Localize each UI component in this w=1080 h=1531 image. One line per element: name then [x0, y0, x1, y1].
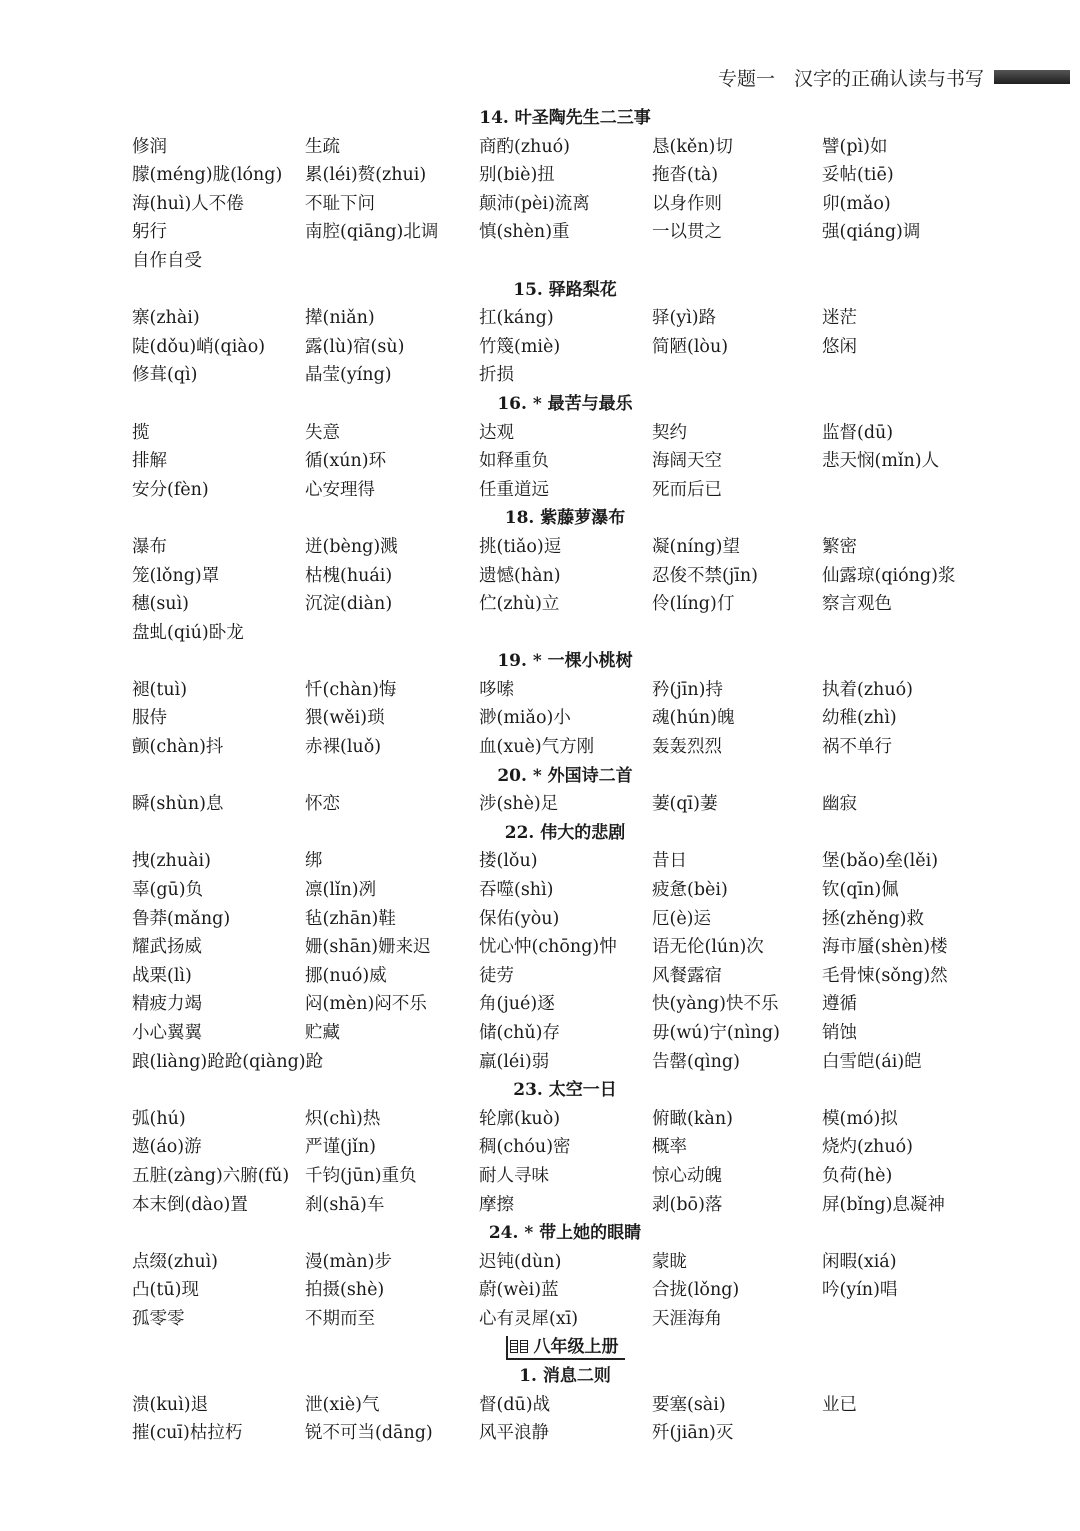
- vocab-word: 厄(è)运: [652, 908, 712, 929]
- vocab-word: 如释重负: [479, 451, 549, 472]
- vocab-word: 摧(cuī)枯拉朽: [132, 1423, 243, 1444]
- header-title: 专题一 汉字的正确认读与书写: [717, 67, 984, 90]
- vocab-word: 告罄(qìng): [652, 1051, 740, 1072]
- vocab-word: 漫(màn)步: [305, 1251, 392, 1272]
- vocab-word: 小心翼翼: [132, 1023, 202, 1043]
- vocab-word: 慎(shèn)重: [479, 222, 570, 243]
- vocab-word: 蔚(wèi)蓝: [479, 1280, 559, 1301]
- vocab-word: 羸(léi)弱: [479, 1051, 550, 1072]
- vocab-word: 挪(nuó)威: [305, 965, 387, 986]
- word-row: [0, 790, 1080, 819]
- vocab-word: 笼(lǒng)罩: [132, 565, 220, 586]
- vocab-word: 悲天悯(mǐn)人: [822, 451, 940, 472]
- vocab-word: 督(dū)战: [479, 1394, 551, 1415]
- vocab-word: 伶(líng)仃: [652, 594, 735, 615]
- vocab-word: 销蚀: [822, 1023, 857, 1043]
- word-row: [0, 218, 1080, 247]
- word-row: [0, 704, 1080, 733]
- vocab-word: 哆嗦: [479, 679, 514, 700]
- section-title: 1. 消息二则: [519, 1366, 611, 1387]
- word-row: [0, 1419, 1080, 1448]
- vocab-word: 褪(tuì): [132, 679, 188, 700]
- vocab-word: 海市蜃(shèn)楼: [822, 937, 948, 958]
- word-row: [0, 533, 1080, 562]
- vocab-word: 矜(jīn)持: [652, 679, 723, 700]
- vocab-word: 挑(tiǎo)逗: [479, 536, 562, 557]
- vocab-word: 负荷(hè): [822, 1165, 893, 1186]
- vocab-word: 贮藏: [305, 1023, 340, 1043]
- word-row: [0, 619, 1080, 648]
- word-row: [0, 1276, 1080, 1305]
- vocab-word: 吟(yín)唱: [822, 1280, 898, 1301]
- vocab-word: 绑: [305, 851, 323, 872]
- vocab-word: 五脏(zàng)六腑(fǔ): [132, 1165, 290, 1186]
- vocab-word: 海阔天空: [652, 451, 722, 472]
- word-row: [0, 962, 1080, 991]
- vocab-word: 生疏: [305, 136, 340, 157]
- word-row: [0, 933, 1080, 962]
- vocab-word: 血(xuè)气方刚: [479, 737, 595, 758]
- vocab-word: 祸不单行: [822, 737, 892, 758]
- vocab-word: 辜(gū)负: [132, 880, 204, 901]
- vocab-word: 服侍: [132, 708, 167, 729]
- vocab-word: 任重道远: [479, 479, 549, 500]
- word-row: [0, 361, 1080, 390]
- word-row: [0, 247, 1080, 276]
- vocab-word: 遗憾(hàn): [479, 565, 561, 586]
- vocab-word: 严谨(jǐn): [305, 1137, 376, 1158]
- vocab-word: 商酌(zhuó): [479, 136, 570, 157]
- vocab-word: 昔日: [652, 851, 687, 872]
- vocab-word: 执着(zhuó): [822, 679, 913, 700]
- vocab-word: 点缀(zhuì): [132, 1251, 219, 1272]
- grade-heading-box: [506, 1336, 625, 1360]
- vocab-word: 迸(bèng)溅: [305, 536, 398, 557]
- vocab-word: 怀恋: [305, 794, 340, 815]
- word-row: [0, 447, 1080, 476]
- vocab-word: 寨(zhài): [132, 308, 200, 329]
- vocab-word: 风平浪静: [479, 1423, 549, 1444]
- vocab-word: 枯槐(huái): [305, 565, 393, 586]
- vocab-word: 迟钝(dùn): [479, 1251, 562, 1272]
- vocab-word: 业已: [822, 1394, 857, 1415]
- vocab-word: 渺(miǎo)小: [479, 708, 571, 729]
- vocab-word: 溃(kuì)退: [132, 1394, 209, 1415]
- vocab-word: 撵(niǎn): [305, 308, 375, 329]
- vocab-word: 剥(bō)落: [652, 1194, 723, 1215]
- vocab-word: 搂(lǒu): [479, 851, 538, 872]
- vocab-word: 陡(dǒu)峭(qiào): [132, 336, 266, 357]
- vocab-word: 拽(zhuài): [132, 851, 211, 872]
- vocab-word: 恳(kěn)切: [652, 136, 733, 157]
- vocab-word: 赤裸(luǒ): [305, 737, 382, 758]
- vocab-word: 轰轰烈烈: [652, 737, 722, 758]
- vocab-word: 察言观色: [822, 594, 892, 615]
- word-row: [0, 990, 1080, 1019]
- word-row: [0, 304, 1080, 333]
- vocab-word: 凸(tū)现: [132, 1280, 199, 1301]
- vocab-word: 颠沛(pèi)流离: [479, 193, 590, 214]
- vocab-word: 稠(chóu)密: [479, 1137, 571, 1158]
- vocab-word: 心有灵犀(xī): [479, 1308, 579, 1329]
- vocab-word: 累(léi)赘(zhui): [305, 165, 427, 186]
- vocab-word: 闷(mèn)闷不乐: [305, 994, 427, 1015]
- vocab-word: 繁密: [822, 536, 857, 557]
- vocab-word: 卯(mǎo): [822, 193, 891, 214]
- word-row: [0, 476, 1080, 505]
- vocab-word: 角(jué)逐: [479, 994, 555, 1015]
- vocab-word: 魂(hún)魄: [652, 708, 735, 729]
- vocab-word: 遨(áo)游: [132, 1137, 202, 1158]
- vocab-word: 天涯海角: [652, 1308, 722, 1329]
- word-row: [0, 190, 1080, 219]
- vocab-word: 妥帖(tiē): [822, 165, 894, 186]
- vocab-word: 泄(xiè)气: [305, 1394, 380, 1415]
- vocab-word: 摩擦: [479, 1194, 514, 1215]
- vocab-word: 姗(shān)姗来迟: [305, 937, 431, 958]
- vocab-word: 达观: [479, 422, 514, 443]
- word-row: [0, 1162, 1080, 1191]
- section-title: 20. * 外国诗二首: [497, 765, 633, 786]
- grade-heading: [0, 1334, 1080, 1363]
- vocab-word: 忧心忡(chōng)忡: [479, 937, 617, 958]
- word-row: [0, 905, 1080, 934]
- vocab-word: 强(qiáng)调: [822, 222, 921, 243]
- vocabulary-list: [0, 104, 1080, 1448]
- vocab-word: 概率: [652, 1137, 687, 1158]
- vocab-word: 耀武扬威: [132, 937, 202, 958]
- vocab-word: 穗(suì): [132, 594, 190, 615]
- vocab-word: 修葺(qì): [132, 365, 198, 386]
- vocab-word: 自作自受: [132, 250, 202, 271]
- vocab-word: 契约: [652, 422, 687, 443]
- vocab-word: 炽(chì)热: [305, 1108, 381, 1129]
- vocab-word: 别(biè)扭: [479, 165, 555, 186]
- vocab-word: 不耻下问: [305, 193, 375, 214]
- word-row: [0, 1248, 1080, 1277]
- word-row: [0, 419, 1080, 448]
- vocab-word: 语无伦(lún)次: [652, 937, 764, 958]
- word-row: [0, 676, 1080, 705]
- vocab-word: 瞬(shùn)息: [132, 794, 224, 815]
- vocab-word: 堡(bǎo)垒(lěi): [822, 851, 939, 872]
- vocab-word: 本末倒(dào)置: [132, 1194, 248, 1215]
- vocab-word: 修润: [132, 136, 167, 157]
- vocab-word: 快(yàng)快不乐: [652, 994, 779, 1015]
- vocab-word: 驿(yì)路: [652, 308, 717, 329]
- vocab-word: 竹篾(miè): [479, 336, 561, 357]
- header-decoration-bar: [994, 70, 1070, 84]
- vocab-word: 涉(shè)足: [479, 794, 559, 815]
- vocab-word: 揽: [132, 422, 150, 443]
- section-title: 24. * 带上她的眼睛: [488, 1223, 642, 1244]
- word-row: [0, 590, 1080, 619]
- vocab-word: 鲁莽(mǎng): [132, 908, 231, 929]
- vocab-word: 幽寂: [822, 794, 857, 815]
- vocab-word: 幼稚(zhì): [822, 708, 897, 729]
- word-row: [0, 1019, 1080, 1048]
- word-row: [0, 333, 1080, 362]
- vocab-word: 海(huì)人不倦: [132, 193, 244, 214]
- vocab-word: 刹(shā)车: [305, 1194, 385, 1215]
- vocab-word: 徒劳: [479, 965, 514, 986]
- vocab-word: 排解: [132, 451, 167, 472]
- word-row: [0, 1133, 1080, 1162]
- word-row: [0, 1048, 1080, 1077]
- word-row: [0, 562, 1080, 591]
- word-row: [0, 1105, 1080, 1134]
- vocab-word: 失意: [305, 422, 340, 443]
- vocab-word: 烧灼(zhuó): [822, 1137, 913, 1158]
- vocab-word: 屏(bǐng)息凝神: [822, 1194, 945, 1215]
- word-row: [0, 733, 1080, 762]
- vocab-word: 蒙眬: [652, 1251, 687, 1272]
- book-icon: [510, 1340, 528, 1354]
- section-title: 16. * 最苦与最乐: [497, 393, 633, 414]
- word-row: [0, 133, 1080, 162]
- vocab-word: 迷茫: [822, 308, 857, 329]
- vocab-word: 朦(méng)胧(lóng): [132, 165, 283, 186]
- word-row: [0, 1391, 1080, 1420]
- running-header: [718, 64, 1070, 90]
- word-row: [0, 1191, 1080, 1220]
- vocab-word: 晶莹(yíng): [305, 365, 392, 386]
- vocab-word: 一以贯之: [652, 222, 722, 243]
- vocab-word: 轮廓(kuò): [479, 1108, 561, 1129]
- vocab-word: 惊心动魄: [652, 1165, 722, 1186]
- vocab-word: 安分(fèn): [132, 479, 209, 500]
- vocab-word: 精疲力竭: [132, 994, 202, 1015]
- section-title: 18. 紫藤萝瀑布: [504, 508, 626, 529]
- vocab-word: 合拢(lǒng): [652, 1280, 740, 1301]
- vocab-word: 储(chǔ)存: [479, 1023, 560, 1043]
- vocab-word: 毋(wú)宁(nìng): [652, 1023, 780, 1043]
- section-title: 22. 伟大的悲剧: [504, 822, 626, 843]
- vocab-word: 耐人寻味: [479, 1165, 549, 1186]
- vocab-word: 忍俊不禁(jīn): [652, 565, 758, 586]
- vocab-word: 拖沓(tà): [652, 165, 719, 186]
- vocab-word: 譬(pì)如: [822, 136, 888, 157]
- word-row: [0, 161, 1080, 190]
- grade-heading-text: 八年级上册: [533, 1336, 619, 1357]
- vocab-word: 折损: [479, 365, 514, 386]
- vocab-word: 保佑(yòu): [479, 908, 560, 929]
- vocab-word: 疲惫(bèi): [652, 880, 728, 901]
- vocab-word: 凝(níng)望: [652, 536, 740, 557]
- vocab-word: 心安理得: [305, 479, 375, 500]
- vocab-word: 颤(chàn)抖: [132, 737, 224, 758]
- vocab-word: 钦(qīn)佩: [822, 880, 899, 901]
- vocab-word: 仙露琼(qióng)浆: [822, 565, 956, 586]
- vocab-word: 沉淀(diàn): [305, 594, 393, 615]
- vocab-word: 不期而至: [305, 1308, 375, 1329]
- word-row: [0, 847, 1080, 876]
- vocab-word: 锐不可当(dāng): [305, 1423, 433, 1444]
- vocab-word: 孤零零: [132, 1308, 185, 1329]
- vocab-word: 循(xún)环: [305, 451, 387, 472]
- vocab-word: 千钧(jūn)重负: [305, 1165, 417, 1186]
- vocab-word: 萋(qī)萋: [652, 794, 718, 815]
- vocab-word: 弧(hú): [132, 1108, 186, 1129]
- vocab-word: 盘虬(qiú)卧龙: [132, 622, 244, 643]
- section-title: 14. 叶圣陶先生二三事: [479, 108, 651, 128]
- section-title: 19. * 一棵小桃树: [497, 651, 633, 672]
- vocab-word: 战栗(lì): [132, 965, 192, 986]
- word-row: [0, 876, 1080, 905]
- vocab-word: 南腔(qiāng)北调: [305, 222, 439, 243]
- vocab-word: 俯瞰(kàn): [652, 1108, 733, 1129]
- section-title: 15. 驿路梨花: [513, 279, 617, 300]
- vocab-word: 躬行: [132, 222, 167, 243]
- vocab-word: 拯(zhěng)救: [822, 908, 924, 929]
- vocab-word: 歼(jiān)灭: [652, 1423, 734, 1444]
- vocab-word: 毡(zhān)鞋: [305, 908, 396, 929]
- vocab-word: 风餐露宿: [652, 965, 722, 986]
- vocab-word: 扛(káng): [479, 308, 554, 329]
- vocab-word: 闲暇(xiá): [822, 1251, 897, 1272]
- vocab-word: 毛骨悚(sǒng)然: [822, 965, 948, 986]
- vocab-word: 猥(wěi)琐: [305, 708, 385, 729]
- vocab-word: 以身作则: [652, 193, 722, 214]
- vocab-word: 凛(lǐn)冽: [305, 880, 377, 901]
- vocab-word: 监督(dū): [822, 422, 894, 443]
- vocab-word: 伫(zhù)立: [479, 594, 560, 615]
- vocab-word: 白雪皑(ái)皑: [822, 1051, 922, 1072]
- word-row: [0, 1305, 1080, 1334]
- vocab-word: 死而后已: [652, 479, 722, 500]
- vocab-word: 拍摄(shè): [305, 1280, 385, 1301]
- vocab-word: 要塞(sài): [652, 1394, 726, 1415]
- vocab-word: 瀑布: [132, 536, 167, 557]
- vocab-word: 模(mó)拟: [822, 1108, 898, 1129]
- vocab-word: 吞噬(shì): [479, 880, 554, 901]
- vocab-word: 露(lù)宿(sù): [305, 336, 405, 357]
- vocab-word: 踉(liàng)跄跄(qiàng)跄: [132, 1051, 324, 1072]
- vocab-word: 简陋(lòu): [652, 336, 729, 357]
- vocab-word: 遵循: [822, 994, 857, 1015]
- vocab-word: 忏(chàn)悔: [305, 679, 397, 700]
- section-title: 23. 太空一日: [513, 1080, 617, 1101]
- vocab-word: 悠闲: [822, 336, 857, 357]
